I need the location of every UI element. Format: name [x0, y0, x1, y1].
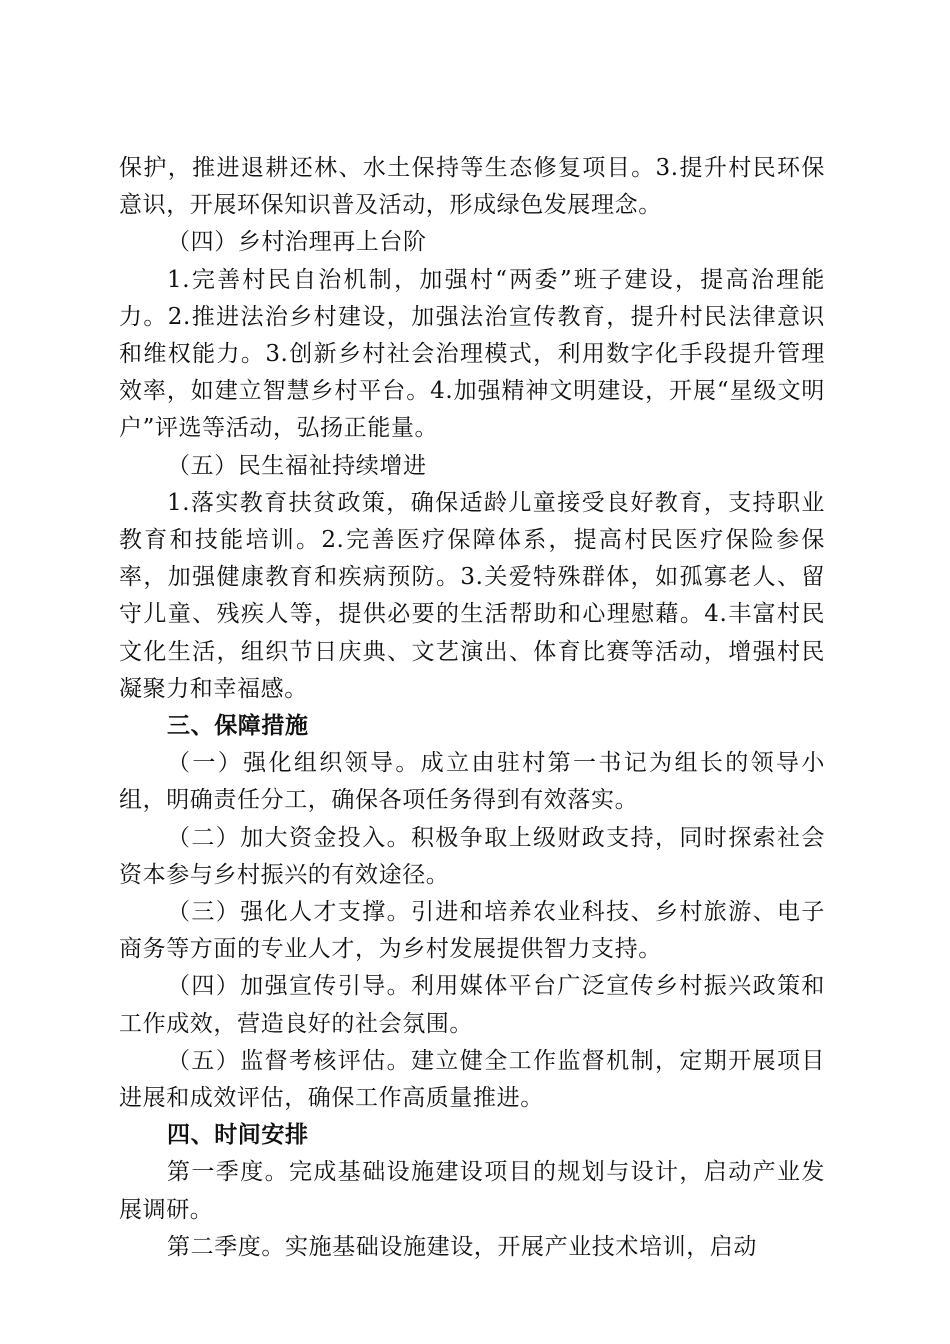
paragraph-schedule-q1: 第一季度。完成基础设施建设项目的规划与设计，启动产业发展调研。	[119, 1159, 825, 1223]
paragraph-safeguard-talent: （三）强化人才支撑。引进和培养农业科技、乡村旅游、电子商务等方面的专业人才，为乡村发展提供智力支持。	[119, 899, 825, 963]
section-heading-safeguards: 三、保障措施	[167, 713, 309, 740]
paragraph-safeguard-funding: （二）加大资金投入。积极争取上级财政支持，同时探索社会资本参与乡村振兴的有效途径。	[119, 824, 825, 888]
paragraph-rural-governance: 1.完善村民自治机制，加强村“两委”班子建设，提高治理能力。2.推进法治乡村建设，加强法治宣传教育，提升村民法律意识和维权能力。3.创新乡村社会治理模式，利用数字化手段提升管理效率，如建立智慧乡村平台。4.加强精神文明建设，开展“星级文明户”评选等活动，弘扬正能量。	[119, 266, 825, 442]
paragraph-safeguard-leadership: （一）强化组织领导。成立由驻村第一书记为组长的领导小组，明确责任分工，确保各项任务得到有效落实。	[119, 750, 825, 814]
subheading-livelihood: （五）民生福祉持续增进	[167, 452, 427, 479]
paragraph-ecology-continued: 保护，推进退耕还林、水土保持等生态修复项目。3.提升村民环保意识，开展环保知识普及活动，形成绿色发展理念。	[119, 155, 825, 219]
paragraph-safeguard-publicity: （四）加强宣传引导。利用媒体平台广泛宣传乡村振兴政策和工作成效，营造良好的社会氛围。	[119, 973, 825, 1037]
paragraph-livelihood: 1.落实教育扶贫政策，确保适龄儿童接受良好教育，支持职业教育和技能培训。2.完善医疗保障体系，提高村民医疗保险参保率，加强健康教育和疾病预防。3.关爱特殊群体，如孤寡老人、留守儿童、残疾人等，提供必要的生活帮助和心理慰藉。4.丰富村民文化生活，组织节日庆典、文艺演出、体育比赛等活动，增强村民凝聚力和幸福感。	[119, 489, 825, 702]
paragraph-schedule-q2: 第二季度。实施基础设施建设，开展产业技术培训，启动	[167, 1233, 757, 1260]
paragraph-safeguard-supervision: （五）监督考核评估。建立健全工作监督机制，定期开展项目进展和成效评估，确保工作高质量推进。	[119, 1047, 825, 1112]
subheading-rural-governance: （四）乡村治理再上台阶	[167, 229, 427, 256]
document-page	[119, 150, 825, 1266]
section-heading-schedule: 四、时间安排	[167, 1122, 309, 1149]
